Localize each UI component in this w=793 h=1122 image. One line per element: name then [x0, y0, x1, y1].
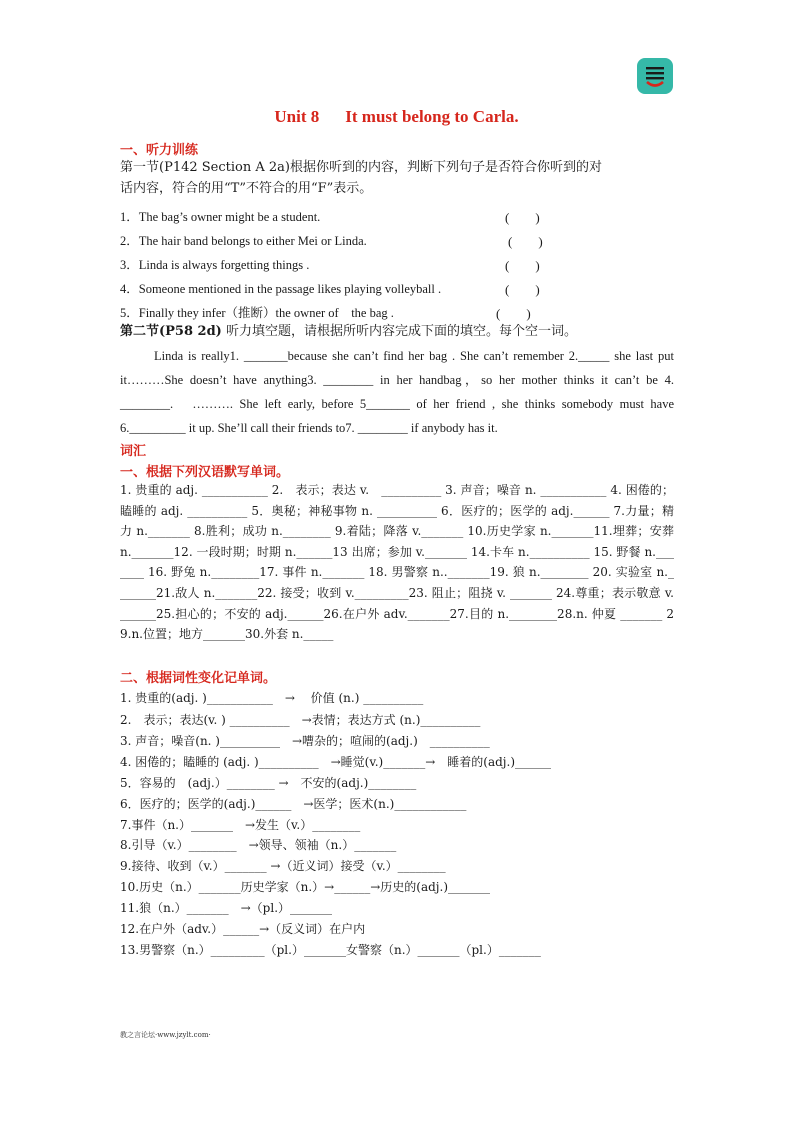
vocab-heading: 词汇: [120, 444, 147, 459]
page-footer: 教之言论坛·www.jzylt.com·: [120, 1031, 211, 1039]
word-form-row: 7.事件（n.）_______ →发生（v.）________: [120, 818, 361, 832]
word-form-row: 8.引导（v.）________ →领导、领袖（n.）_______: [120, 838, 397, 852]
book-logo-icon: [637, 58, 673, 94]
unit-label: Unit 8: [274, 107, 320, 126]
word-form-row: 4. 困倦的；瞌睡的 (adj. )__________ →睡觉(v.)_______→ 睡着的(adj.)______: [120, 755, 552, 769]
listening-item: 4．Someone mentioned in the passage likes playing volleyball .: [120, 282, 442, 296]
page-title: [0, 107, 793, 127]
answer-paren: ( ): [505, 210, 540, 225]
listening-item: 2．The hair band belongs to either Mei or Linda.: [120, 234, 367, 248]
word-form-row: 13.男警察（n.）_________（pl.）_______女警察（n.）_______（pl.）_______: [120, 943, 541, 957]
part1-intro-line2: 话内容，符合的用“T”不符合的用“F”表示。: [120, 181, 373, 196]
vocab1-exercise: 1. 贵重的 adj. ___________ 2. 表示；表达 v. __________ 3. 声音；噪音 n. ___________ 4. 困倦的；瞌睡的 adj. __________ 5．奥秘；神秘事物 n. __________ 6．医疗的；医学的 adj.______ 7.力量；精力 n._______ 8.胜利；成功 n.________ 9.着陆；降落 v._______ 10.历史学家 n._______11.埋葬；安葬 n._______12. 一段时期；时期 n.______13 出席；参加 v._______ 14.卡车 n.__________ 15. 野餐 n._______ 16. 野兔 n.________17. 事件 n._______ 18. 男警察 n.._______19. 狼 n.________ 20. 实验室 n._______21.敌人 n._______22. 接受；收到 v._________23. 阻止；阻挠 v. _______ 24.尊重；表示敬意 v. ______25.担心的；不安的 adj.______26.在户外 adv._______27.目的 n.________28.n. 仲夏 _______ 29.n.位置；地方_______30.外套 n._____: [120, 483, 674, 642]
listening-item: 5．Finally they infer（推断）the owner of the bag .: [120, 306, 394, 320]
part2-heading-rest: 听力填空题，请根据所听内容完成下面的填空。每个空一词。: [221, 324, 577, 339]
listening-item: 3．Linda is always forgetting things .: [120, 258, 310, 272]
vocab2-heading: 二、根据词性变化记单词。: [120, 671, 277, 686]
answer-paren: ( ): [508, 234, 543, 249]
word-form-row: 5．容易的 (adj.）________ → 不安的(adj.)________: [120, 776, 417, 790]
section-listening-heading: 一、听力训练: [120, 143, 199, 158]
word-form-row: 9.接待、收到（v.）_______ →（近义词）接受（v.）________: [120, 859, 446, 873]
part2-heading-bold: 第二节(P58 2d): [120, 324, 222, 339]
word-form-row: 1. 贵重的(adj. )___________ → 价值 (n.) __________: [120, 691, 424, 705]
paragraph-text: Linda is really1. _______because she can’t find her bag . She can’t remember 2._____ she last put it………She doesn’t have anything3. ________ in her handbag，so her mother thinks it can’t be 4. ________. ………. She left early, before 5_______ of her friend , she thinks somebody must have 6._________ it up. She’ll call their friends to7. ________ if anybody has it.: [120, 349, 674, 435]
part2-heading: [120, 322, 577, 342]
word-form-row: 10.历史（n.）_______历史学家（n.）→______→历史的(adj.)_______: [120, 880, 491, 894]
word-form-row: 11.狼（n.）_______ →（pl.）_______: [120, 901, 333, 915]
part1-intro-line1: 第一节(P142 Section A 2a)根据你听到的内容，判断下列句子是否符合你听到的对: [120, 160, 602, 175]
answer-paren: ( ): [505, 282, 540, 297]
listening-item: 1．The bag’s owner might be a student.: [120, 210, 321, 224]
word-form-row: 3. 声音；噪音(n. )__________ →嘈杂的；喧闹的(adj.) __________: [120, 734, 490, 748]
word-form-row: 12.在户外（adv.）______→（反义词）在户内: [120, 922, 366, 936]
answer-paren: ( ): [505, 258, 540, 273]
unit-sentence: It must belong to Carla.: [345, 107, 519, 126]
answer-paren: ( ): [496, 306, 531, 321]
listening-paragraph: [120, 344, 674, 440]
word-form-row: 6．医疗的；医学的(adj.)______ →医学；医术(n.)____________: [120, 797, 467, 811]
word-form-row: 2. 表示；表达(v. ) __________ →表情；表达方式 (n.)__________: [120, 713, 481, 727]
vocab1-heading: 一、根据下列汉语默写单词。: [120, 465, 290, 480]
